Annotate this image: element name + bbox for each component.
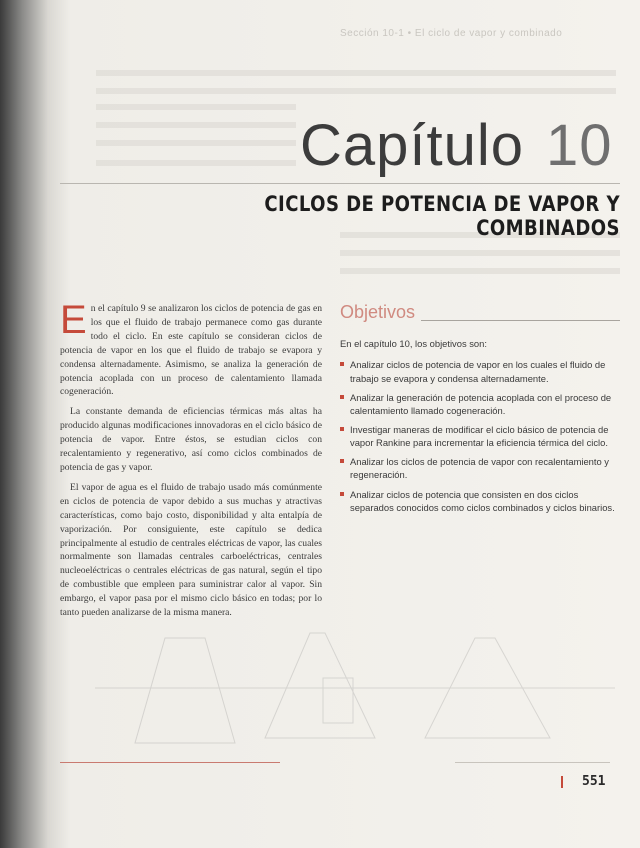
bleed-through-line (340, 268, 620, 274)
footer-mark (561, 776, 563, 788)
objective-item: Analizar ciclos de potencia de vapor en los cuales el fluido de trabajo se evapora y condensa alternadamente. (340, 358, 620, 384)
objective-item: Investigar maneras de modificar el ciclo básico de potencia de vapor Rankine para incrementar la eficiencia térmica del ciclo. (340, 423, 620, 449)
title-divider (60, 183, 620, 184)
bleed-through-line (96, 88, 616, 94)
footer-rule (60, 762, 280, 763)
objectives-rule (421, 320, 620, 321)
intro-paragraph-1: En el capítulo 9 se analizaron los ciclos de potencia de gas en los que el fluido de trabajo permanece como gas durante todo el ciclo. En este capítulo se consideran ciclos de potencia de vapor en los que el fluido de trabajo se evapora y condensa alternadamente. Asimismo, se analiza la generación de potencia acoplada con un proceso de calentamiento llamada cogeneración. (60, 298, 322, 398)
objectives-intro: En el capítulo 10, los objetivos son: (340, 338, 487, 350)
intro-paragraph-3: El vapor de agua es el fluido de trabajo usado más comúnmente en ciclos de potencia de vapor debido a sus muchas y atractivas características, como bajo costo, disponibilidad y alta entalpía de vaporización. Por consiguiente, este capítulo se dedica principalmente al estudio de centrales eléctricas de vapor, las cuales normalmente son llamadas centrales carboeléctricas, centrales nucleoeléctricas o centrales eléctricas de gas natural, según el tipo de combustible que empleen para suministrar calor al vapor. Sin embargo, el vapor pasa por el mismo ciclo básico en todas; por lo tanto pueden analizarse de la misma manera. (60, 481, 322, 619)
running-head: Sección 10-1 • El ciclo de vapor y combinado (340, 28, 563, 39)
objective-item: Analizar ciclos de potencia que consisten en dos ciclos separados conocidos como ciclos combinados y ciclos binarios. (340, 488, 620, 514)
dropcap: E (60, 298, 87, 342)
objective-item: Analizar la generación de potencia acoplada con el proceso de calentamiento llamado cogeneración. (340, 391, 620, 417)
objectives-title: Objetivos (340, 302, 416, 322)
chapter-title: CICLOS DE POTENCIA DE VAPOR Y COMBINADOS (264, 192, 620, 240)
bleed-through-line (96, 70, 616, 76)
objectives-box (340, 300, 620, 520)
chapter-label: Capítulo (300, 113, 525, 178)
bleed-through-line (96, 122, 296, 128)
intro-text (60, 298, 322, 626)
bleed-through-line (340, 250, 620, 256)
intro-paragraph-2: La constante demanda de eficiencias térmicas más altas ha producido algunas modificaciones innovadoras en el ciclo básico de potencia de vapor. Entre éstos, se estudian ciclos con recalentamiento y regenerativo, así como ciclos combinados de potencia de gas y vapor. (60, 406, 322, 473)
objectives-header (340, 300, 620, 325)
page-number: 551 (582, 774, 606, 789)
bleed-through-line (96, 160, 296, 166)
objective-item: Analizar los ciclos de potencia de vapor con recalentamiento y regeneración. (340, 455, 620, 481)
chapter-number: 10 (546, 113, 613, 178)
objectives-list (340, 358, 620, 514)
bleed-through-diagram (95, 618, 615, 748)
footer-rule (455, 762, 610, 763)
bleed-through-line (96, 140, 296, 146)
bleed-through-line (96, 104, 296, 110)
chapter-heading (300, 112, 613, 179)
